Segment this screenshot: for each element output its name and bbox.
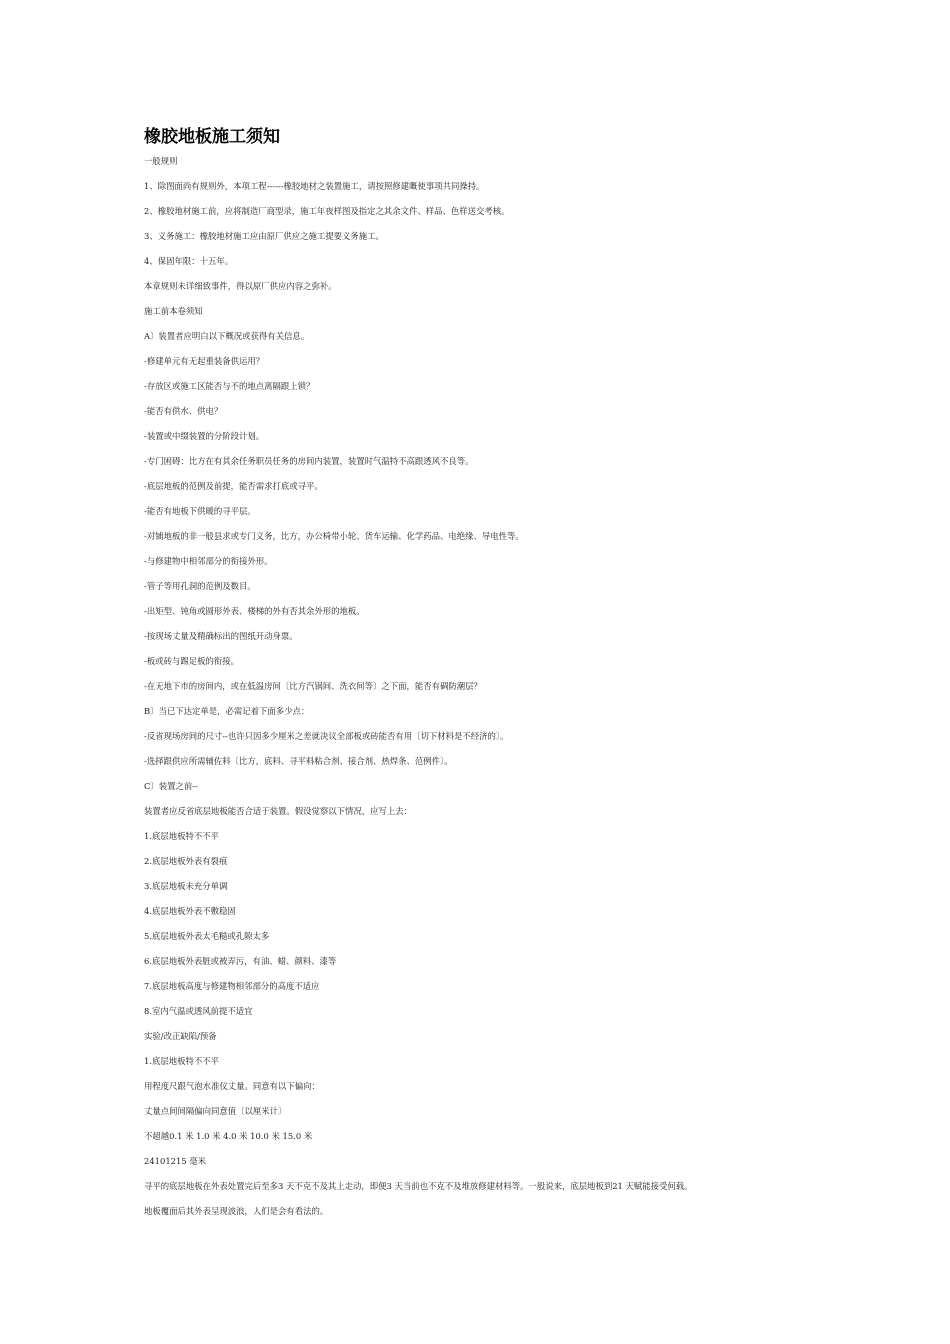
document-body	[144, 149, 844, 1224]
paragraph-line: 8.室内气温或透风前提不适宜	[144, 1006, 253, 1016]
paragraph-line: C〕装置之前--	[144, 781, 198, 791]
paragraph-line: 不超越0.1 米 1.0 米 4.0 米 10.0 米 15.0 米	[144, 1131, 313, 1141]
paragraph-line: -装置或中缀装置的分阶段计划。	[144, 431, 265, 441]
paragraph-line: 地板覆面后其外表呈现波浪，人们是会有看法的。	[144, 1206, 329, 1216]
paragraph-line: 施工前本卷须知	[144, 306, 203, 316]
paragraph-line: 1.底层地板特不不平	[144, 1056, 219, 1066]
paragraph-line: -管子等用孔洞的范例及数目。	[144, 581, 256, 591]
paragraph-line: 2、橡胶地材施工前，应将制造厂商型录，施工年夜样图及指定之其余文件、样品、色样送交考核。	[144, 206, 510, 216]
paragraph-line: 2.底层地板外表有裂痕	[144, 856, 228, 866]
paragraph-line: 本章规则未详细致事件，得以原厂供应内容之弥补。	[144, 281, 337, 291]
paragraph-line: B〕当已下达定单是，必需记着下面多少点：	[144, 706, 310, 716]
paragraph-line: -对铺地板的非一般县求或专门义务，比方，办公椅带小轮、货车运输、化学药品、电绝缘、导电性等。	[144, 531, 524, 541]
paragraph-line: 一般规则	[144, 156, 178, 166]
paragraph-line: -板或砖与踢足板的衔接。	[144, 656, 239, 666]
paragraph-line: 4、保固年限：十五年。	[144, 256, 234, 266]
paragraph-line: 寻平的底层地板在外表处置完后至多3 天不克不及其上走动，即便3 天当前也不克不及堆放修建材料等。一般说来，底层地板到21 天赋能接受何载。	[144, 1181, 693, 1191]
paragraph-line: 装置者应反省底层地板能否合适于装置。假设觉察以下情况，应写上去：	[144, 806, 412, 816]
paragraph-line: -能否有供水、供电？	[144, 406, 223, 416]
paragraph-line: -与修建物中相邻部分的衔接外形。	[144, 556, 273, 566]
paragraph-line: -在无地下市的房间内，或在低温房间〔比方汽锅间、洗衣间等〕之下面，能否有碉防潮层？	[144, 681, 482, 691]
paragraph-line: 实验/改正缺陷/预备	[144, 1031, 217, 1041]
paragraph-line: 用程度尺跟气泡水准仪丈量。同意有以下偏向：	[144, 1081, 320, 1091]
paragraph-line: 1.底层地板特不不平	[144, 831, 219, 841]
paragraph-line: -修建单元有无起重装备供运用？	[144, 356, 265, 366]
paragraph-line: -专门困碍：比方在有其余任务职员任务的房间内装置，装置时气温特不高跟透风不良等。	[144, 456, 474, 466]
document-title: 橡胶地板施工须知	[144, 127, 280, 147]
paragraph-line: -存放区或施工区能否与不的地点离隔跟上锁？	[144, 381, 315, 391]
paragraph-line: 5.底层地板外表太毛糙或孔隙太多	[144, 931, 270, 941]
paragraph-line: 4.底层地板外表不敷稳固	[144, 906, 236, 916]
paragraph-line: A〕装置者应明白以下概况或获得有关信息。	[144, 331, 310, 341]
paragraph-line: 3、义务施工：橡胶地材施工应由原厂供应之施工提要义务施工。	[144, 231, 384, 241]
paragraph-line: 3.底层地板未充分单调	[144, 881, 228, 891]
paragraph-line: 丈量点间间隔偏向同意值〔以厘米计〕	[144, 1106, 287, 1116]
paragraph-line: 6.底层地板外表脏或被弄污，有油、蜡、颜料、漆等	[144, 956, 337, 966]
paragraph-line: 1、除图面尚有规则外，本项工程------橡胶地材之装置施工，请按照修建嘅使事项共同操持。	[144, 181, 485, 191]
paragraph-line: -按现场丈量及精确标出的图纸开动身票。	[144, 631, 298, 641]
paragraph-line: 24101215 毫米	[144, 1156, 207, 1166]
paragraph-line: -能否有地板下供暖的寻平层。	[144, 506, 256, 516]
paragraph-line: -底层地板的范例及前提，能否需求打底或寻平。	[144, 481, 323, 491]
paragraph-line: -选择跟供应所需辅佐料〔比方，底料、寻平料粘合剂、接合剂、热焊条、范例件〕。	[144, 756, 453, 766]
paragraph-line: 7.底层地板高度与修建物相邻部分的高度不适应	[144, 981, 320, 991]
paragraph-line: -反省现场房间的尺寸--也许只因多少厘米之差就决议全部板或砖能否有用〔切下材料是不经济的〕。	[144, 731, 509, 741]
paragraph-line: -出矩型、钝角或圆形外表、楼梯的外有否其余外形的地板。	[144, 606, 365, 616]
